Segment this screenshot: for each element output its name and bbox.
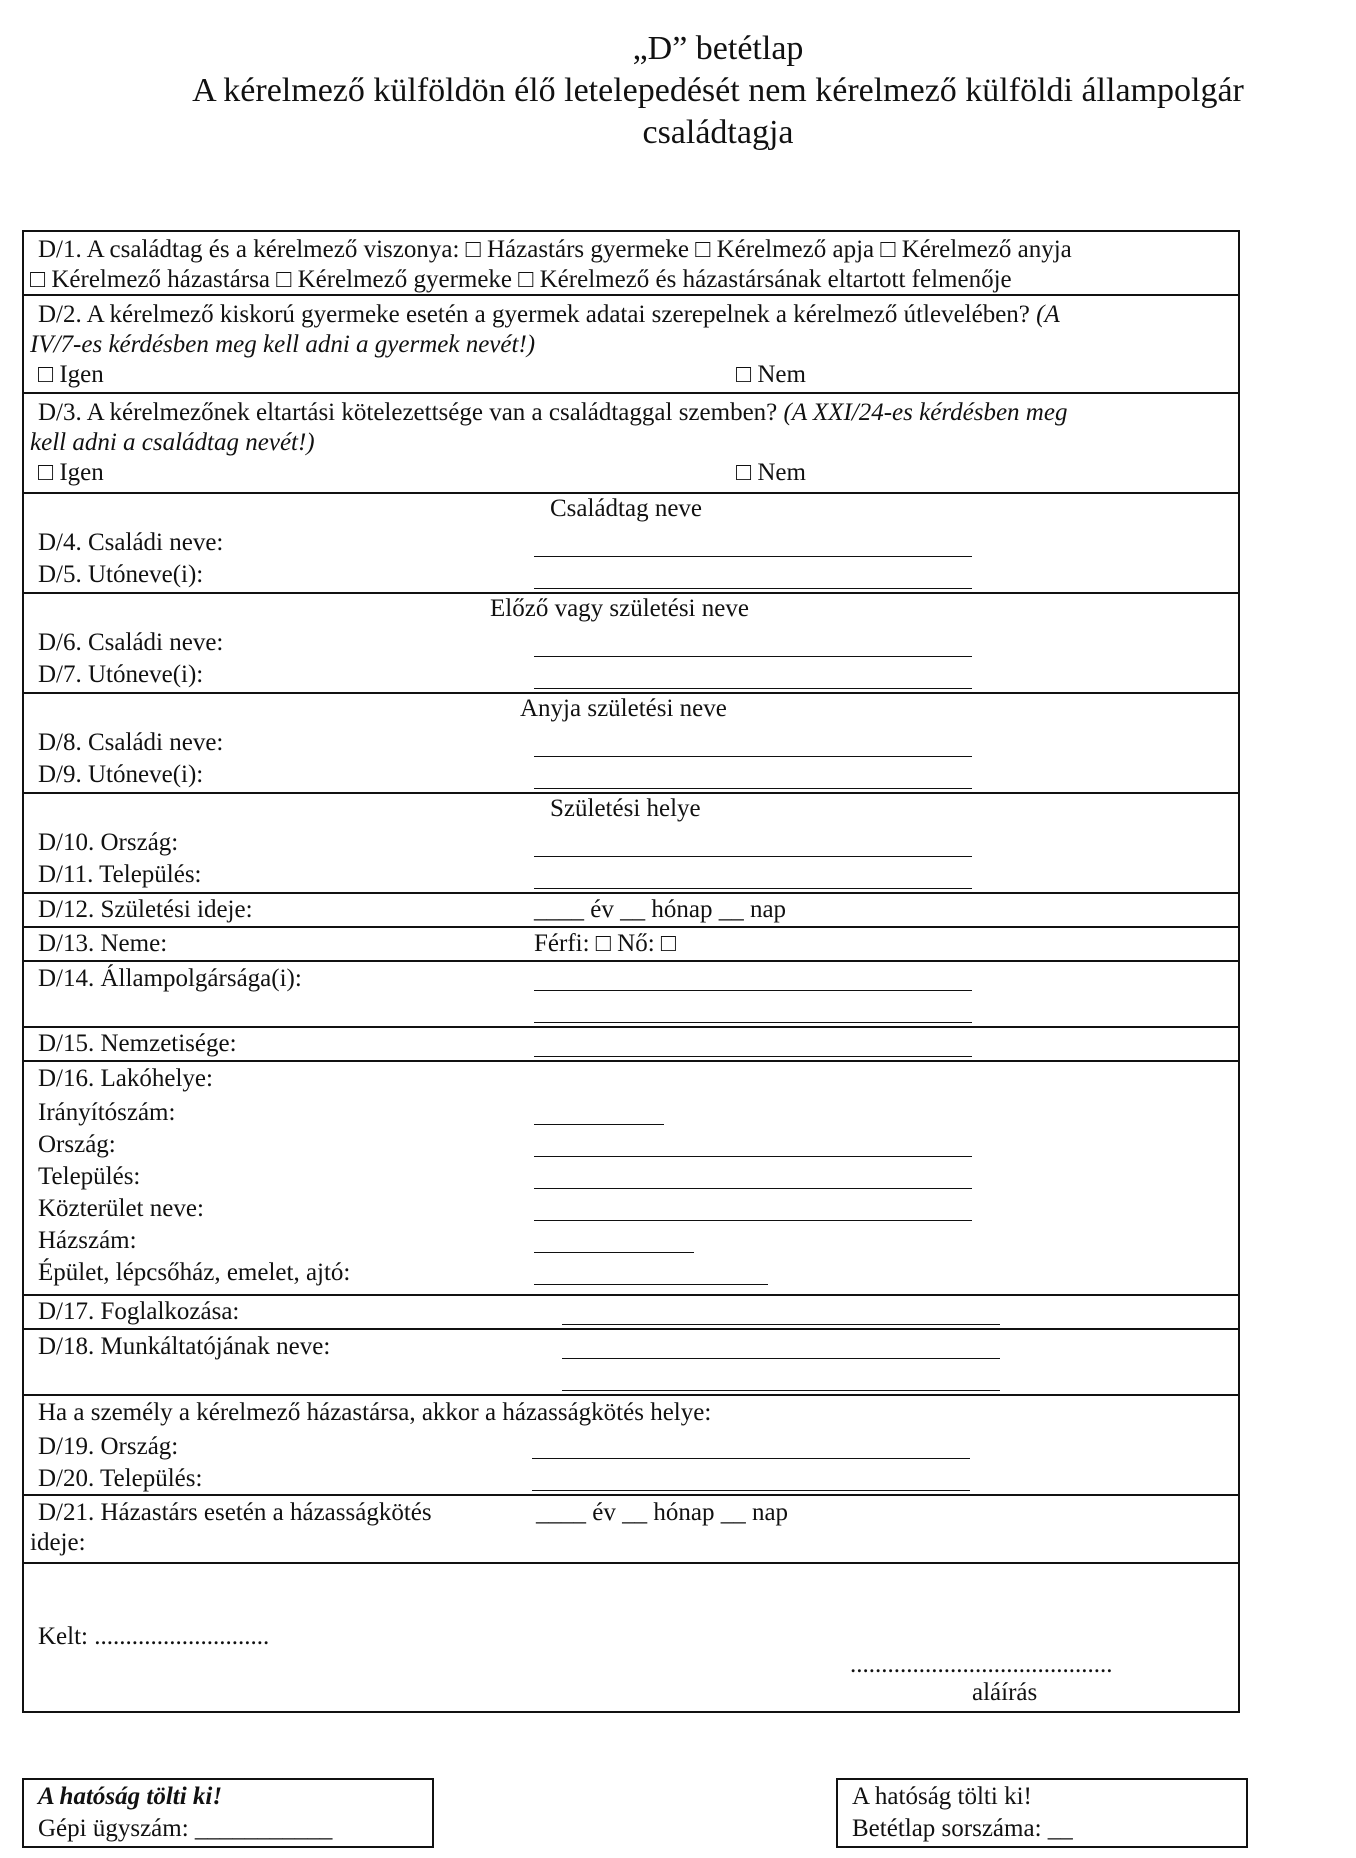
title-line-2: A kérelmező külföldön élő letelepedését nem kérelmező külföldi állampolgár <box>192 72 1244 109</box>
d5-label: D/5. Utóneve(i): <box>38 561 204 588</box>
date-of-issue[interactable]: Kelt: ............................ <box>38 1623 270 1650</box>
signature-line[interactable]: .......................................... <box>850 1651 1113 1678</box>
section-d14 <box>24 962 1238 1028</box>
building-details-line[interactable] <box>534 1284 768 1285</box>
d10-input-line[interactable] <box>534 856 972 857</box>
street-name-label: Közterület neve: <box>38 1195 204 1222</box>
d7-input-line[interactable] <box>534 688 972 689</box>
page-title <box>80 28 1356 154</box>
form-box <box>22 230 1240 1713</box>
marriage-intro: Ha a személy a kérelmező házastársa, akkor a házasságkötés helye: <box>38 1399 712 1426</box>
d3-note-start: (A XXI/24-es kérdésben meg <box>777 399 1068 426</box>
d6-input-line[interactable] <box>534 656 972 657</box>
section-d15 <box>24 1028 1238 1062</box>
d3-note: kell adni a családtag nevét!) <box>30 429 315 456</box>
group-heading: Családtag neve <box>550 495 703 522</box>
d2-no-checkbox[interactable]: □ Nem <box>736 361 806 388</box>
employer-line-2[interactable] <box>562 1390 1000 1391</box>
postcode-line[interactable] <box>534 1124 664 1125</box>
d8-input-line[interactable] <box>534 756 972 757</box>
d9-input-line[interactable] <box>534 788 972 789</box>
section-family-member-name <box>24 494 1238 594</box>
settlement-label: Település: <box>38 1163 141 1190</box>
occupation-line[interactable] <box>562 1324 1000 1325</box>
authority-right-title: A hatóság tölti ki! <box>852 1783 1032 1810</box>
d15-label: D/15. Nemzetisége: <box>38 1030 237 1057</box>
settlement-line[interactable] <box>534 1188 972 1189</box>
section-d13 <box>24 928 1238 962</box>
citizenship-line-1[interactable] <box>534 990 972 991</box>
d9-label: D/9. Utóneve(i): <box>38 761 204 788</box>
house-number-line[interactable] <box>534 1252 694 1253</box>
d3-no-checkbox[interactable]: □ Nem <box>736 459 806 486</box>
d3-yes-checkbox[interactable]: □ Igen <box>38 459 104 486</box>
d19-input-line[interactable] <box>532 1458 970 1459</box>
d20-input-line[interactable] <box>532 1490 970 1491</box>
d12-label: D/12. Születési ideje: <box>38 896 253 923</box>
section-d1 <box>24 232 1238 296</box>
section-d12 <box>24 894 1238 928</box>
nationality-line[interactable] <box>534 1056 972 1057</box>
d2-note: IV/7-es kérdésben meg kell adni a gyermek nevét!) <box>30 331 536 358</box>
employer-line-1[interactable] <box>562 1358 1000 1359</box>
section-d17 <box>24 1296 1238 1330</box>
d21-label-line-1: D/21. Házastárs esetén a házasságkötés <box>38 1499 432 1526</box>
section-birth-place <box>24 794 1238 894</box>
signature-label: aláírás <box>972 1679 1038 1706</box>
d19-label: D/19. Ország: <box>38 1433 179 1460</box>
gender-checkboxes[interactable]: Férfi: □ Nő: □ <box>534 930 676 957</box>
section-d18 <box>24 1330 1238 1396</box>
sheet-serial-number-field[interactable]: Betétlap sorszáma: __ <box>852 1815 1073 1842</box>
d17-label: D/17. Foglalkozása: <box>38 1298 240 1325</box>
group-heading: Előző vagy születési neve <box>490 595 749 622</box>
d3-question-text: D/3. A kérelmezőnek eltartási kötelezettsége van a családtaggal szemben? <box>38 399 778 426</box>
postcode-label: Irányítószám: <box>38 1099 176 1126</box>
country-line[interactable] <box>534 1156 972 1157</box>
d10-label: D/10. Ország: <box>38 829 179 856</box>
d11-input-line[interactable] <box>534 888 972 889</box>
d13-label: D/13. Neme: <box>38 930 168 957</box>
d7-label: D/7. Utóneve(i): <box>38 661 204 688</box>
section-d2 <box>24 296 1238 394</box>
d5-input-line[interactable] <box>534 588 972 589</box>
d20-label: D/20. Település: <box>38 1465 203 1492</box>
d3-question <box>38 398 1067 428</box>
title-line-3: családtagja <box>642 114 794 151</box>
authority-left-title: A hatóság tölti ki! <box>38 1783 223 1810</box>
section-previous-name <box>24 594 1238 694</box>
title-line-1: „D” betétlap <box>632 30 804 67</box>
d2-yes-checkbox[interactable]: □ Igen <box>38 361 104 388</box>
machine-case-number-field[interactable]: Gépi ügyszám: ___________ <box>38 1815 333 1842</box>
section-mother-name <box>24 694 1238 794</box>
section-d3 <box>24 394 1238 494</box>
section-d16 <box>24 1062 1238 1296</box>
marriage-date-field[interactable]: ____ év __ hónap __ nap <box>536 1499 789 1526</box>
country-label: Ország: <box>38 1131 116 1158</box>
section-marriage-place <box>24 1396 1238 1496</box>
authority-box-left <box>22 1778 434 1848</box>
house-number-label: Házszám: <box>38 1227 137 1254</box>
d8-label: D/8. Családi neve: <box>38 729 224 756</box>
d16-label: D/16. Lakóhelye: <box>38 1065 213 1092</box>
d2-note-start: (A <box>1029 301 1060 328</box>
building-details-label: Épület, lépcsőház, emelet, ajtó: <box>38 1259 351 1286</box>
d11-label: D/11. Település: <box>38 861 202 888</box>
d18-label: D/18. Munkáltatójának neve: <box>38 1333 331 1360</box>
d21-label-line-2: ideje: <box>30 1529 86 1556</box>
authority-box-right <box>836 1778 1248 1848</box>
d2-question-text: D/2. A kérelmező kiskorú gyermeke esetén a gyermek adatai szerepelnek a kérelmező útlevelében? <box>38 301 1030 328</box>
d6-label: D/6. Családi neve: <box>38 629 224 656</box>
street-name-line[interactable] <box>534 1220 972 1221</box>
section-d21 <box>24 1496 1238 1564</box>
d2-question <box>38 300 1060 330</box>
group-heading: Anyja születési neve <box>520 695 727 722</box>
birth-date-field[interactable]: ____ év __ hónap __ nap <box>534 896 787 923</box>
citizenship-line-2[interactable] <box>534 1022 972 1023</box>
d1-line-1: D/1. A családtag és a kérelmező viszonya: □ Házastárs gyermeke □ Kérelmező apja □ Kérelmező anyja <box>38 236 1072 263</box>
d4-label: D/4. Családi neve: <box>38 529 224 556</box>
d1-line-2: □ Kérelmező házastársa □ Kérelmező gyermeke □ Kérelmező és házastársának eltartott felmenője <box>30 266 1012 293</box>
group-heading: Születési helye <box>550 795 701 822</box>
d4-input-line[interactable] <box>534 556 972 557</box>
d14-label: D/14. Állampolgársága(i): <box>38 965 302 992</box>
